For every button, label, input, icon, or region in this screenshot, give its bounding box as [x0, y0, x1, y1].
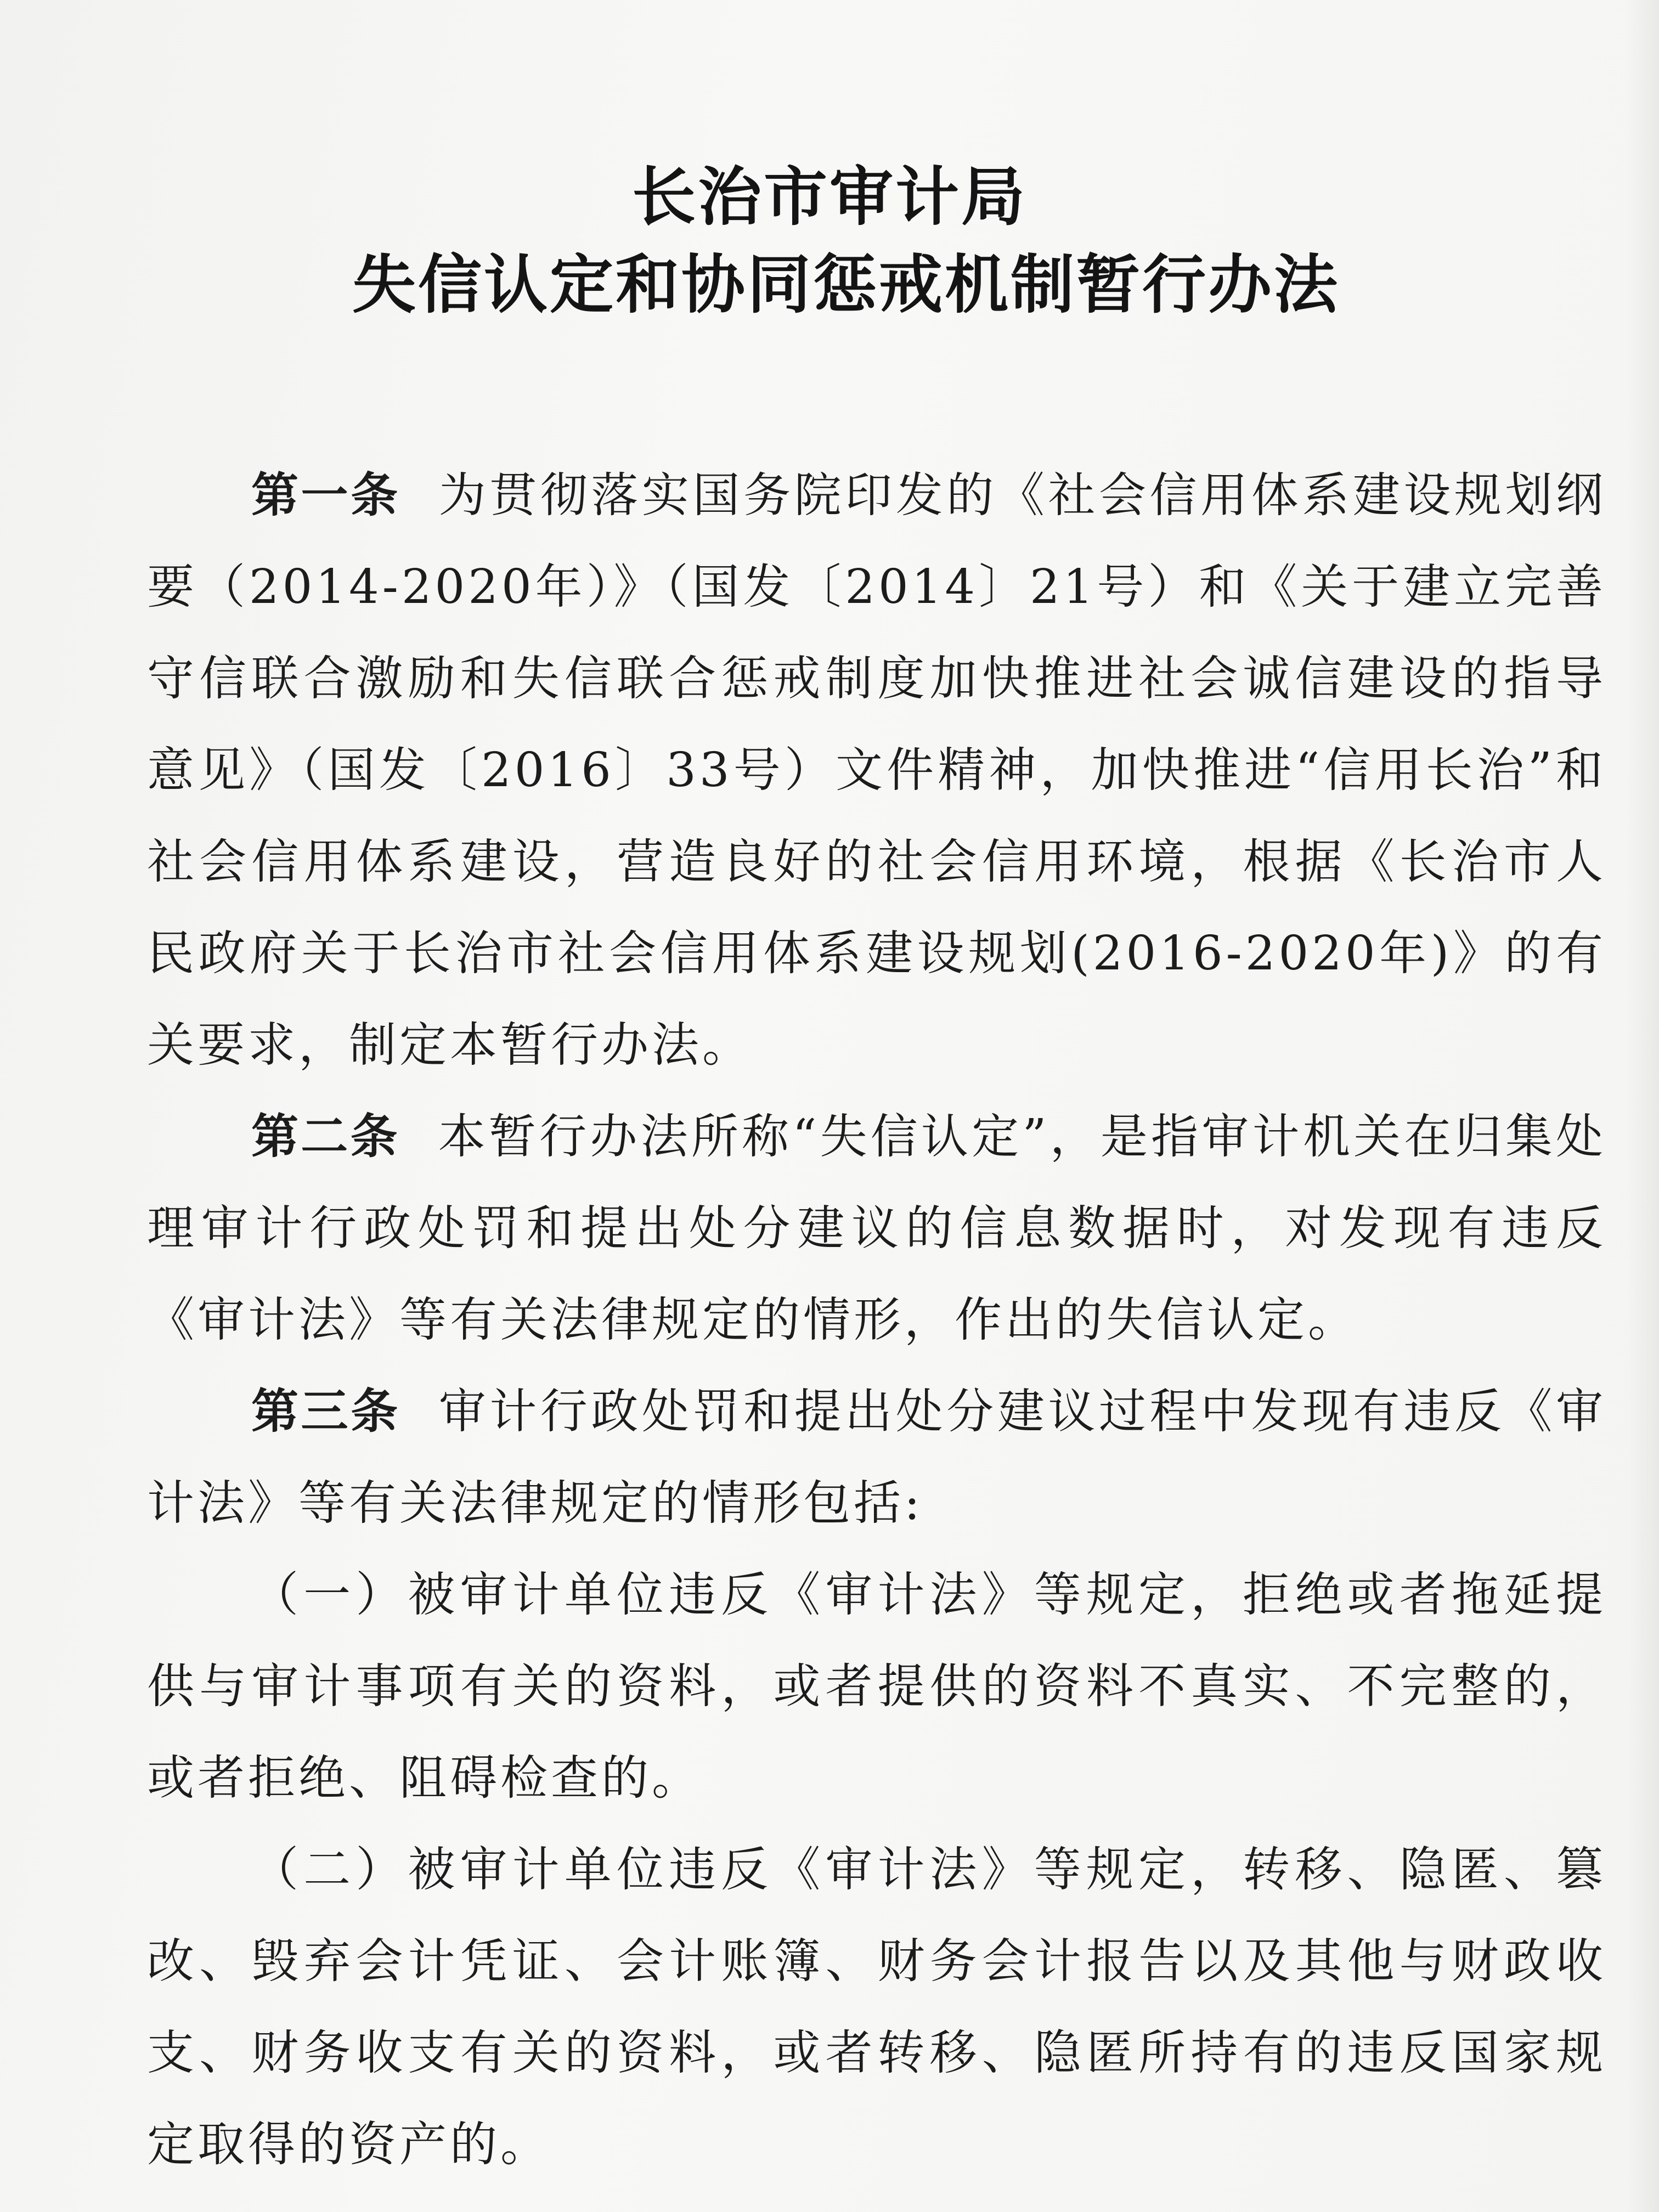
article-1-label: 第一条 [251, 468, 400, 523]
document-title [0, 154, 1659, 329]
document-body [147, 450, 1606, 2191]
article-3-text: 审计行政处罚和提出处分建议过程中发现有违反《审计法》等有关法律规定的情形包括: [147, 1384, 1607, 1531]
article-1-text: 为贯彻落实国务院印发的《社会信用体系建设规划纲要（2014-2020年）》（国发〔2014〕21号）和《关于建立完善守信联合激励和失信联合惩戒制度加快推进社会诚信建设的指导意见》（国发〔2016〕33号）文件精神，加快推进“信用长治”和社会信用体系建设，营造良好的社会信用环境，根据《长治市人民政府关于长治市社会信用体系建设规划(2016-2020年)》的有关要求，制定本暂行办法。 [147, 468, 1607, 1073]
article-2-label: 第二条 [251, 1109, 400, 1164]
article-2-text: 本暂行办法所称“失信认定”，是指审计机关在归集处理审计行政处罚和提出处分建议的信息数据时，对发现有违反《审计法》等有关法律规定的情形，作出的失信认定。 [147, 1109, 1606, 1347]
title-line-1: 长治市审计局 [632, 160, 1027, 234]
article-2 [147, 1091, 1606, 1366]
title-line-2: 失信认定和协同惩戒机制暂行办法 [352, 248, 1340, 322]
page-edge-shadow [1626, 0, 1659, 2212]
article-1 [147, 450, 1606, 1091]
article-3 [147, 1366, 1606, 1549]
list-item-2-text: （二）被审计单位违反《审计法》等规定，转移、隐匿、篡改、毁弃会计凭证、会计账簿、财务会计报告以及其他与财政收支、财务收支有关的资料，或者转移、隐匿所持有的违反国家规定取得的资产的。 [147, 1842, 1606, 2172]
list-item-1 [147, 1549, 1606, 1824]
list-item-2 [147, 1824, 1606, 2191]
list-item-1-text: （一）被审计单位违反《审计法》等规定，拒绝或者拖延提供与审计事项有关的资料，或者提供的资料不真实、不完整的，或者拒绝、阻碍检查的。 [147, 1567, 1606, 1805]
article-3-label: 第三条 [251, 1384, 400, 1439]
